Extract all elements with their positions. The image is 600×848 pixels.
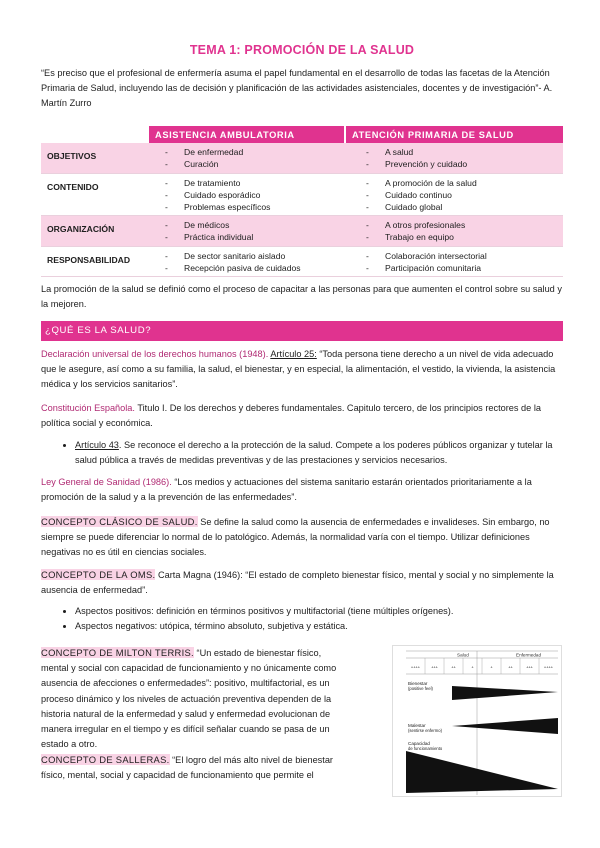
table-row [41,246,563,276]
oms-label: CONCEPTO DE LA OMS. [41,569,156,580]
constitucion-bullet-text: . Se reconoce el derecho a la protección de la salud. Compete a los poderes públicos organizar y tutelar la salud pública a través de medidas preventivas y de las prestaciones y servicios necesarios. [75,440,553,466]
figure-row-bienestar-sub: (positive feel) [408,686,433,691]
terris-paragraph [41,645,343,752]
list-item: - De tratamiento [164,177,339,189]
salleras-paragraph [41,752,343,783]
figure-row-malestar: Malestar [408,723,426,728]
list-item: - Curación [164,158,339,170]
intro-quote: “Es preciso que el profesional de enfermería asuma el papel fundamental en el desarrollo de todas las facetas de la Atención Primaria de Salud, incluyendo las de decisión y planificación de las actividades asistenciales, docentes y de investigación”- A. Martín Zurro [41,68,553,109]
figure-sign-label: + [471,664,474,669]
declaracion-paragraph [41,347,563,393]
list-item: • Aspectos negativos: utópica, término absoluto, subjetiva y estática. [75,619,563,634]
figure-sign-label: + [490,664,493,669]
list-item: - A otros profesionales [365,219,557,231]
list-item: - De sector sanitario aislado [164,250,339,262]
figure-sign-label: ++++ [543,664,554,669]
constitucion-text: Titulo I. De los derechos y deberes fundamentales. Capitulo tercero, de los principios rectores de la política social y económica. [41,403,541,429]
table-header-asistencia: ASISTENCIA AMBULATORIA [148,126,345,143]
list-item: - De enfermedad [164,146,339,158]
section-heading: ¿QUÉ ES LA SALUD? [41,321,563,341]
health-continuum-figure [392,645,562,797]
list-item: - Práctica individual [164,231,339,243]
list-item: - A promoción de la salud [365,177,557,189]
table-row [41,173,563,216]
salleras-text: “El logro del más alto nivel de bienestar físico, mental, social y capacidad de funcionamiento que permite el [41,755,333,781]
list-item: - Cuidado esporádico [164,189,339,201]
constitucion-bullet-article: Artículo 43 [75,440,119,450]
table-header-row [41,126,563,143]
clasico-paragraph [41,514,563,561]
list-item: - De médicos [164,219,339,231]
comparison-table [41,126,563,277]
table-row [41,216,563,246]
figure-row-capacidad-sub: de funcionamiento [408,746,443,751]
figure-sign-label: +++ [526,664,533,669]
figure-sign-label: +++ [431,664,438,669]
declaracion-article: Artículo 25: [270,349,317,359]
row-label: RESPONSABILIDAD [41,246,148,276]
list-item: - Problemas específicos [164,201,339,213]
figure-row-bienestar: Bienestar [408,681,428,686]
list-item: - Prevención y cuidado [365,158,557,170]
row-label: CONTENIDO [41,173,148,216]
table-row [41,143,563,173]
table-header-atencion: ATENCIÓN PRIMARIA DE SALUD [345,126,563,143]
oms-list [41,604,563,634]
ley-source: Ley General de Sanidad (1986). [41,477,172,487]
oms-paragraph [41,567,563,598]
table-header-empty [41,126,148,143]
list-item: - Trabajo en equipo [365,231,557,243]
promotion-definition: La promoción de la salud se definió como el proceso de capacitar a las personas para que aumenten el control sobre su salud y la mejoren. [41,284,562,310]
constitucion-list [41,438,563,468]
terris-text: “Un estado de bienestar físico, mental y social con capacidad de funcionamiento y no únicamente como ausencia de afecciones o enfermedades”: positivo, multifactorial, es un proceso dinámico y los niveles de actuación preventiva dependen de la historia natural de la enfermedad y salud y enfermedad evolucionan de manera irregular en el tiempo y es difícil señalar cuando se pasa de un estado a otro. [41,648,337,750]
row-label: OBJETIVOS [41,143,148,173]
list-item [75,438,563,468]
declaracion-source: Declaración universal de los derechos humanos (1948). [41,349,269,359]
list-item: - Cuidado global [365,201,557,213]
list-item: - Recepción pasiva de cuidados [164,262,339,274]
row-label: ORGANIZACIÓN [41,216,148,246]
figure-sign-label: ++ [508,664,513,669]
constitucion-paragraph [41,401,563,431]
constitucion-source: Constitución Española. [41,403,135,413]
figure-row-malestar-sub: (sentirse enfermo) [408,728,442,733]
figure-col-enfermedad: Enfermedad [516,652,542,658]
list-item: - Participación comunitaria [365,262,557,274]
clasico-text: Se define la salud como la ausencia de enfermedades e invalideses. Sin embargo, no siempre se puede diferenciar lo normal de lo patológico. Además, la normalidad varía con el tiempo. Utilizar definiciones negativas no es útil en ciencias sociales. [41,517,550,558]
list-item: - Colaboración intersectorial [365,250,557,262]
figure-row-capacidad: Capacidad [408,741,430,746]
ley-text: “Los medios y actuaciones del sistema sanitario estarán orientados prioritariamente a la promoción de la salud y a la prevención de las enfermedades”. [41,477,532,503]
terris-label: CONCEPTO DE MILTON TERRIS. [41,647,194,658]
declaracion-text: “Toda persona tiene derecho a un nivel de vida adecuado que le asegure, así como a su familia, la salud, el bienestar, y en especial, la alimentación, el vestido, la vivienda, la asistencia médica y los servicios sanitarios”. [41,349,556,390]
salleras-label: CONCEPTO DE SALLERAS. [41,754,170,765]
list-item: - Cuidado continuo [365,189,557,201]
figure-sign-label: ++ [451,664,456,669]
clasico-label: CONCEPTO CLÁSICO DE SALUD. [41,516,198,527]
list-item: - A salud [365,146,557,158]
ley-paragraph [41,475,563,505]
oms-text: Carta Magna (1946): “El estado de completo bienestar físico, mental y social y no simplemente la ausencia de enfermedad”. [41,570,554,596]
figure-sign-label: ++++ [410,664,421,669]
list-item: • Aspectos positivos: definición en términos positivos y multifactorial (tiene múltiples orígenes). [75,604,563,619]
page-title: TEMA 1: PROMOCIÓN DE LA SALUD [189,43,415,57]
figure-col-salud: Salud [457,652,469,658]
